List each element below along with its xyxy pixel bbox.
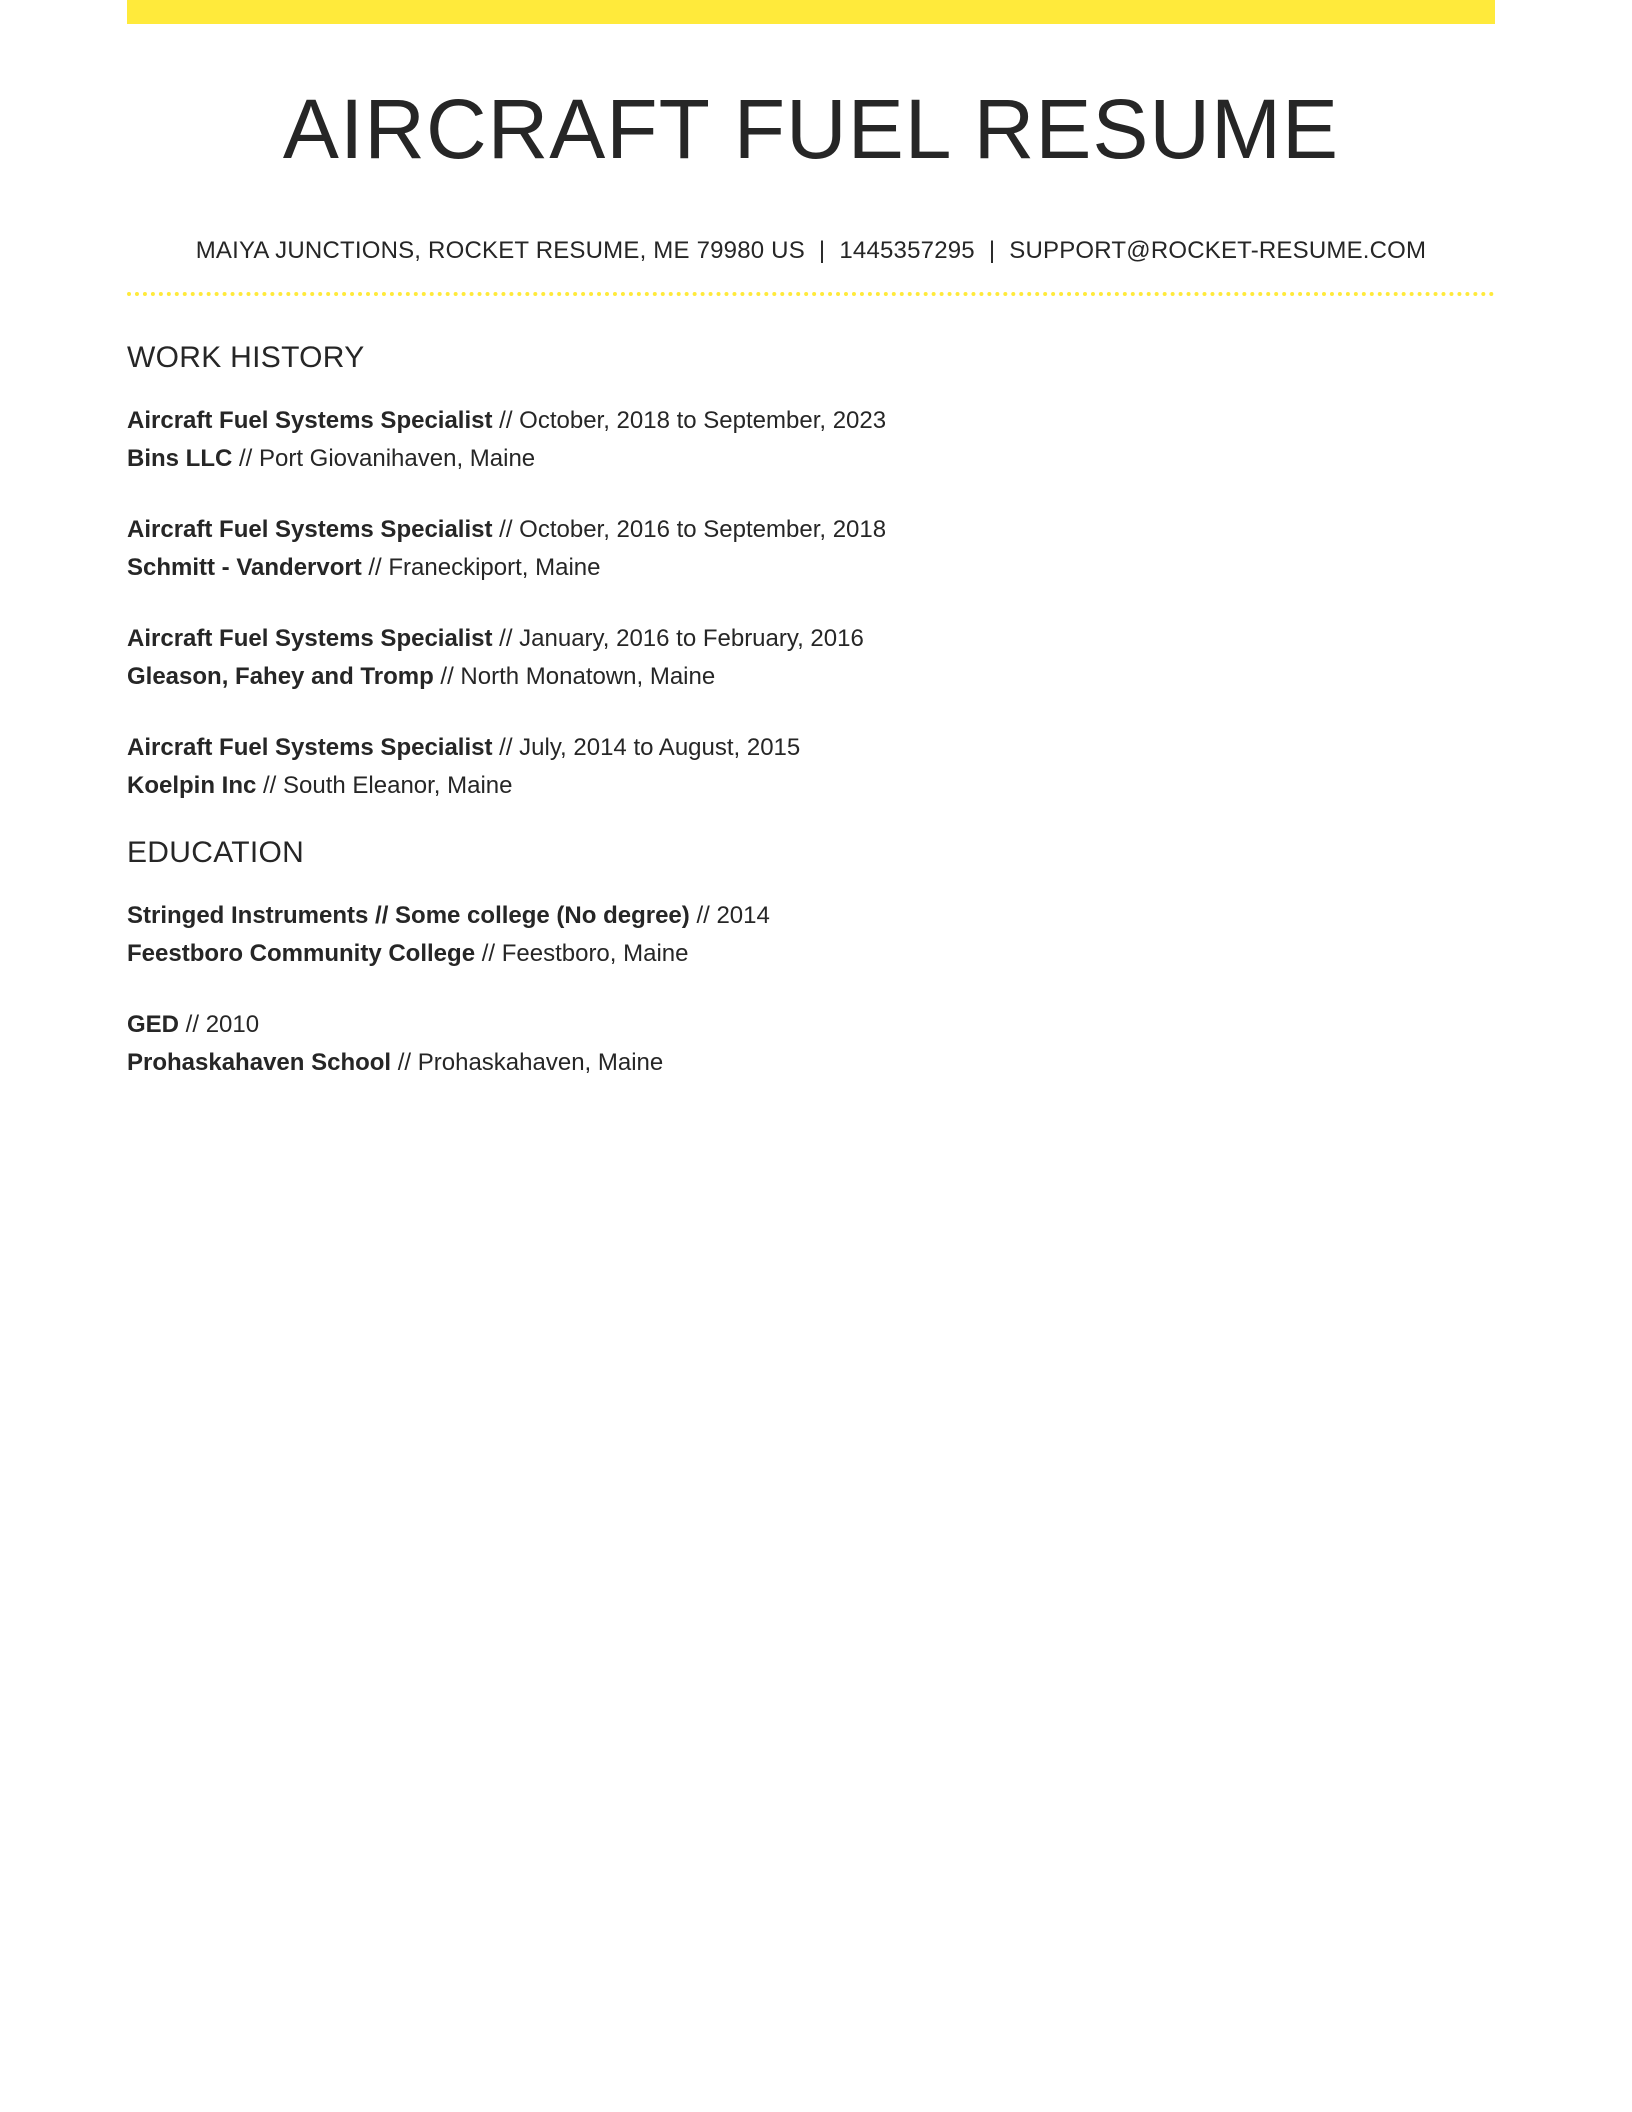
company-name: Koelpin Inc — [127, 772, 257, 799]
contact-email: SUPPORT@ROCKET-RESUME.COM — [1009, 237, 1427, 264]
company-name: Gleason, Fahey and Tromp — [127, 663, 434, 690]
education-entry — [127, 1006, 1495, 1082]
school-location: // Prohaskahaven, Maine — [391, 1049, 664, 1076]
job-title: Aircraft Fuel Systems Specialist — [127, 516, 493, 543]
work-entry-company-line — [127, 549, 1495, 587]
company-name: Bins LLC — [127, 445, 233, 472]
degree-year: // 2014 — [689, 902, 770, 929]
work-entry — [127, 729, 1495, 805]
school-location: // Feestboro, Maine — [475, 940, 689, 967]
job-dates: // October, 2016 to September, 2018 — [492, 516, 887, 543]
education-school-line — [127, 935, 1495, 973]
contact-address: MAIYA JUNCTIONS, ROCKET RESUME, ME 79980 US — [195, 237, 805, 264]
job-title: Aircraft Fuel Systems Specialist — [127, 734, 493, 761]
company-name: Schmitt - Vandervort — [127, 554, 362, 581]
degree-title: Stringed Instruments // Some college (No degree) — [127, 902, 690, 929]
company-location: // Franeckiport, Maine — [361, 554, 601, 581]
work-entry — [127, 402, 1495, 478]
education-degree-line — [127, 897, 1495, 935]
work-entry-company-line — [127, 767, 1495, 805]
job-title: Aircraft Fuel Systems Specialist — [127, 625, 493, 652]
degree-title: GED — [127, 1011, 180, 1038]
job-dates: // July, 2014 to August, 2015 — [492, 734, 801, 761]
education-entry — [127, 897, 1495, 973]
work-history-heading: WORK HISTORY — [127, 341, 365, 374]
company-location: // Port Giovanihaven, Maine — [232, 445, 536, 472]
education-heading: EDUCATION — [127, 836, 305, 869]
job-title: Aircraft Fuel Systems Specialist — [127, 407, 493, 434]
school-name: Feestboro Community College — [127, 940, 476, 967]
work-entry-company-line — [127, 658, 1495, 696]
work-entry-role-line — [127, 729, 1495, 767]
contact-line — [127, 236, 1495, 266]
dotted-divider — [127, 292, 1495, 296]
company-location: // South Eleanor, Maine — [256, 772, 513, 799]
contact-phone: 1445357295 — [839, 237, 975, 264]
top-accent-bar — [127, 0, 1495, 24]
degree-year: // 2010 — [179, 1011, 260, 1038]
resume-page — [127, 0, 1495, 1082]
resume-title: AIRCRAFT FUEL RESUME — [282, 82, 1340, 176]
work-entry-role-line — [127, 511, 1495, 549]
education-list — [127, 897, 1495, 1082]
work-entry-role-line — [127, 620, 1495, 658]
contact-separator: | — [818, 237, 826, 264]
job-dates: // October, 2018 to September, 2023 — [492, 407, 887, 434]
work-entry — [127, 620, 1495, 696]
education-degree-line — [127, 1006, 1495, 1044]
contact-separator: | — [988, 237, 996, 264]
work-entry-company-line — [127, 440, 1495, 478]
education-school-line — [127, 1044, 1495, 1082]
work-history-list — [127, 402, 1495, 805]
work-entry-role-line — [127, 402, 1495, 440]
work-entry — [127, 511, 1495, 587]
company-location: // North Monatown, Maine — [433, 663, 716, 690]
school-name: Prohaskahaven School — [127, 1049, 392, 1076]
job-dates: // January, 2016 to February, 2016 — [492, 625, 864, 652]
